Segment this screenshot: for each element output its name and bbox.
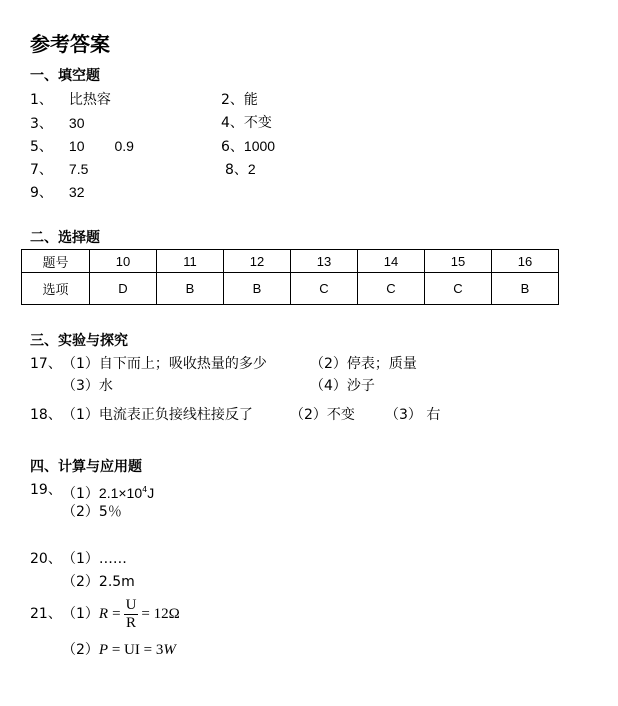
section-heading-fill-blank: 一、填空题: [30, 68, 100, 84]
table-cell: 13: [291, 250, 358, 273]
table-cell: B: [157, 273, 224, 305]
table-cell: C: [358, 273, 425, 305]
list-item: [221, 137, 275, 156]
question-number: 5、: [30, 139, 53, 155]
answer-text-2: 0.9: [114, 138, 134, 154]
table-cell: C: [425, 273, 492, 305]
part-label: （1）: [62, 606, 99, 622]
part-label: （1）: [62, 486, 99, 502]
table-cell: C: [291, 273, 358, 305]
list-item: [225, 160, 256, 179]
answer-text: （3）水: [62, 378, 113, 394]
question-number: 7、: [30, 162, 53, 178]
question-number: 6、: [221, 139, 244, 155]
table-cell: 14: [358, 250, 425, 273]
question-number: 19、: [30, 482, 62, 498]
answer-text: 10: [68, 138, 85, 154]
unit: W: [163, 642, 176, 658]
question-number: 21、: [30, 606, 62, 622]
answer-text: 能: [243, 92, 258, 108]
list-item: [30, 160, 88, 179]
answer-text: （2）不变: [290, 407, 355, 423]
choice-answer-table: [21, 249, 559, 305]
list-item: [221, 114, 272, 132]
answer-text: （1）自下而上；吸收热量的多少: [62, 356, 267, 372]
question-number: 2、: [221, 92, 244, 108]
table-row: [22, 273, 559, 305]
list-item: [30, 137, 134, 156]
question-number: 1、: [30, 92, 53, 108]
part-label: （2）: [62, 642, 99, 658]
section-heading-choice: 二、选择题: [30, 230, 100, 246]
exponent: 4: [142, 485, 148, 494]
table-cell: 15: [425, 250, 492, 273]
answer-text: 7.5: [68, 161, 89, 177]
answer-text: （4）沙子: [310, 378, 375, 394]
answer-text: 30: [68, 115, 85, 131]
section-heading-experiment: 三、实验与探究: [30, 333, 128, 349]
table-row: [22, 250, 559, 273]
equals-sign: =: [112, 606, 121, 622]
answer-text: （1）……: [62, 551, 127, 567]
question-number: 20、: [30, 551, 62, 567]
list-item: [30, 91, 111, 109]
list-item: [30, 183, 85, 202]
answer-text: 比热容: [68, 92, 111, 108]
answer-text: [62, 481, 154, 503]
question-number: 17、: [30, 356, 62, 372]
fraction: [124, 597, 139, 632]
table-cell: 16: [492, 250, 559, 273]
formula-symbol: P: [98, 642, 109, 658]
question-number: 3、: [30, 116, 53, 132]
page-title: 参考答案: [30, 32, 110, 56]
table-cell: D: [90, 273, 157, 305]
section-heading-calc: 四、计算与应用题: [30, 459, 142, 475]
list-item: [30, 114, 85, 133]
answer-text: 32: [68, 184, 85, 200]
table-header-cell: 选项: [22, 273, 90, 305]
table-cell: 12: [224, 250, 291, 273]
formula-resistance: [62, 596, 180, 632]
table-cell: 10: [90, 250, 157, 273]
table-cell: 11: [157, 250, 224, 273]
question-number: 8、: [225, 162, 248, 178]
answer-text: （2）2.5m: [62, 574, 135, 590]
question-number: 9、: [30, 185, 53, 201]
fraction-denominator: R: [125, 614, 136, 631]
question-number: 4、: [221, 115, 244, 131]
question-number: 18、: [30, 407, 62, 423]
answer-text: （1）电流表正负接线柱接反了: [62, 407, 253, 423]
fraction-numerator: U: [125, 596, 137, 613]
unit: J: [147, 485, 155, 501]
answer-text: 1000: [243, 138, 276, 154]
formula-result: = 12Ω: [141, 606, 180, 622]
formula-symbol: R: [98, 606, 109, 622]
answer-text: 2: [247, 161, 256, 177]
table-cell: B: [224, 273, 291, 305]
table-cell: B: [492, 273, 559, 305]
answer-text: （2）停表；质量: [310, 356, 417, 372]
scientific-value: 2.1×10: [98, 485, 143, 501]
formula-result: = UI = 3: [108, 642, 164, 658]
answer-text: （2）5％: [62, 504, 122, 520]
table-header-cell: 题号: [22, 250, 90, 273]
list-item: [221, 91, 258, 109]
answer-text: 不变: [243, 115, 272, 131]
formula-power: [62, 641, 176, 659]
answer-text: （3） 右: [385, 407, 441, 423]
